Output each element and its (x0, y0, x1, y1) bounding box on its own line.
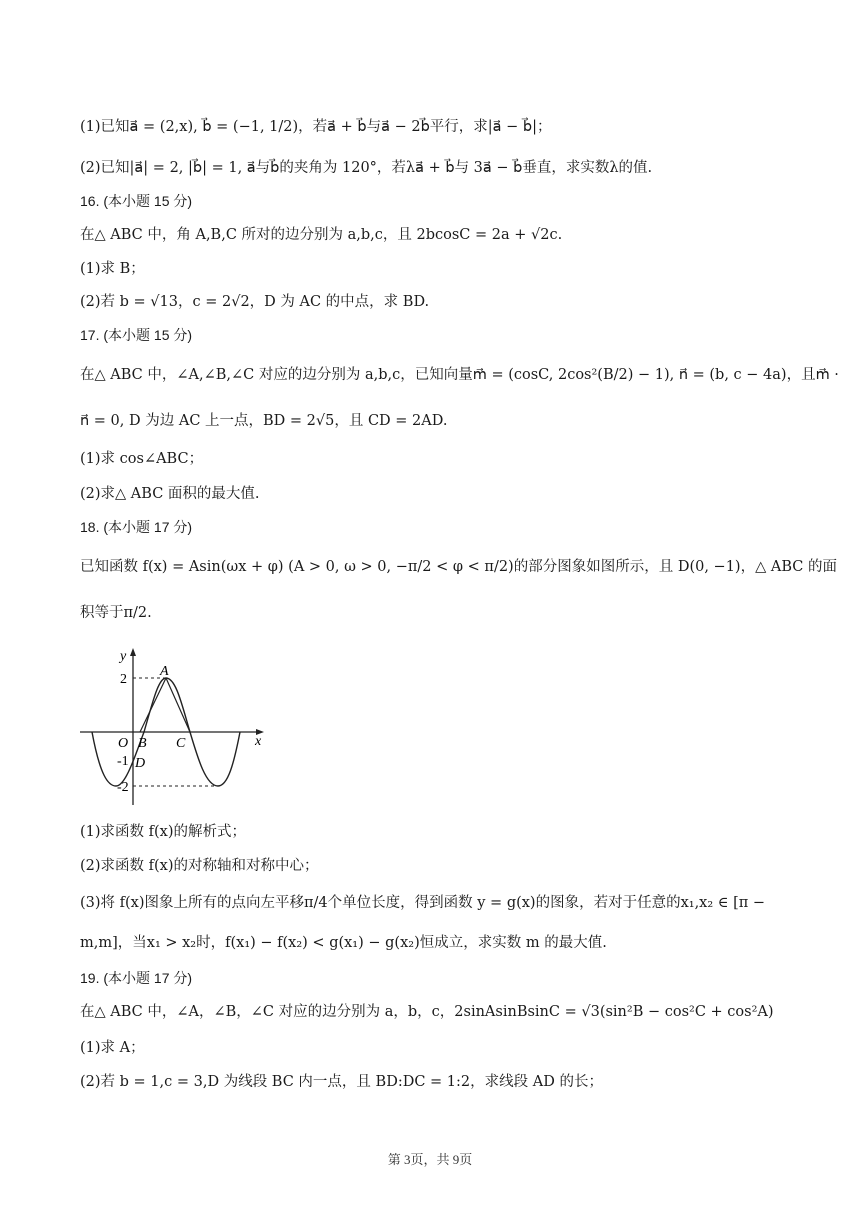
question-header: 17. (本小题 15 分) (80, 327, 193, 343)
text-line: (1)求 B； (80, 261, 145, 277)
text-line: (3)将 f(x)图象上所有的点向左平移π/4个单位长度，得到函数 y = g(x)的图象，若对于任意的x₁,x₂ ∈ [π − (80, 895, 766, 911)
text-line: 在△ ABC 中，∠A,∠B,∠C 对应的边分别为 a,b,c，已知向量m⃗ = (cosC, 2cos²(B/2) − 1), n⃗ = (b, c − 4a)，且m⃗ · (80, 367, 839, 383)
point-b-label: B (138, 736, 147, 751)
text-line: (1)求 cos∠ABC； (80, 451, 204, 467)
segment-ac (166, 678, 190, 732)
tick-label-neg1: -1 (117, 754, 129, 769)
question-header: 16. (本小题 15 分) (80, 193, 193, 209)
text-line: 积等于π/2. (80, 605, 152, 621)
question-header: 19. (本小题 17 分) (80, 970, 193, 986)
y-axis-label: y (120, 649, 127, 664)
text-line: (2)若 b = 1,c = 3,D 为线段 BC 内一点，且 BD:DC = 1:2，求线段 AD 的长； (80, 1074, 603, 1090)
text-line: m,m]，当x₁ > x₂时，f(x₁) − f(x₂) < g(x₁) − g(x₂)恒成立，求实数 m 的最大值. (80, 935, 607, 951)
point-a-label: A (160, 664, 169, 679)
text-line: 在△ ABC 中，角 A,B,C 所对的边分别为 a,b,c，且 2bcosC = 2a + √2c. (80, 227, 563, 243)
text-line: (2)求△ ABC 面积的最大值. (80, 486, 260, 502)
segment-ab (140, 678, 166, 732)
point-d-label: D (135, 756, 146, 771)
text-line: (2)已知|a⃗| = 2, |b⃗| = 1, a⃗与b⃗的夹角为 120°，若λa⃗ + b⃗与 3a⃗ − b⃗垂直，求实数λ的值. (80, 160, 653, 176)
tick-label-neg2: -2 (117, 780, 129, 795)
text-line: (2)若 b = √13，c = 2√2，D 为 AC 的中点，求 BD. (80, 294, 430, 310)
question-header: 18. (本小题 17 分) (80, 519, 193, 535)
origin-label: O (118, 736, 129, 751)
page-footer: 第 3页，共 9页 (387, 1152, 473, 1167)
point-c-label: C (176, 736, 186, 751)
text-line: 已知函数 f(x) = Asin(ωx + φ) (A > 0, ω > 0, −π/2 < φ < π/2)的部分图象如图所示，且 D(0, −1)，△ ABC 的面 (80, 559, 837, 575)
text-line: (1)已知a⃗ = (2,x), b⃗ = (−1, 1/2)，若a⃗ + b⃗与a⃗ − 2b⃗平行，求|a⃗ − b⃗|； (80, 119, 552, 135)
text-line: (2)求函数 f(x)的对称轴和对称中心； (80, 858, 319, 874)
text-line: (1)求函数 f(x)的解析式； (80, 824, 247, 840)
y-axis-arrow (130, 648, 136, 656)
text-line: n⃗ = 0, D 为边 AC 上一点，BD = 2√5，且 CD = 2AD. (80, 413, 448, 429)
text-line: (1)求 A； (80, 1040, 145, 1056)
x-axis-label: x (255, 734, 262, 749)
sine-graph-figure (80, 645, 270, 805)
tick-label-2: 2 (120, 672, 127, 687)
text-line: 在△ ABC 中，∠A，∠B，∠C 对应的边分别为 a，b，c，2sinAsinBsinC = √3(sin²B − cos²C + cos²A) (80, 1004, 774, 1020)
